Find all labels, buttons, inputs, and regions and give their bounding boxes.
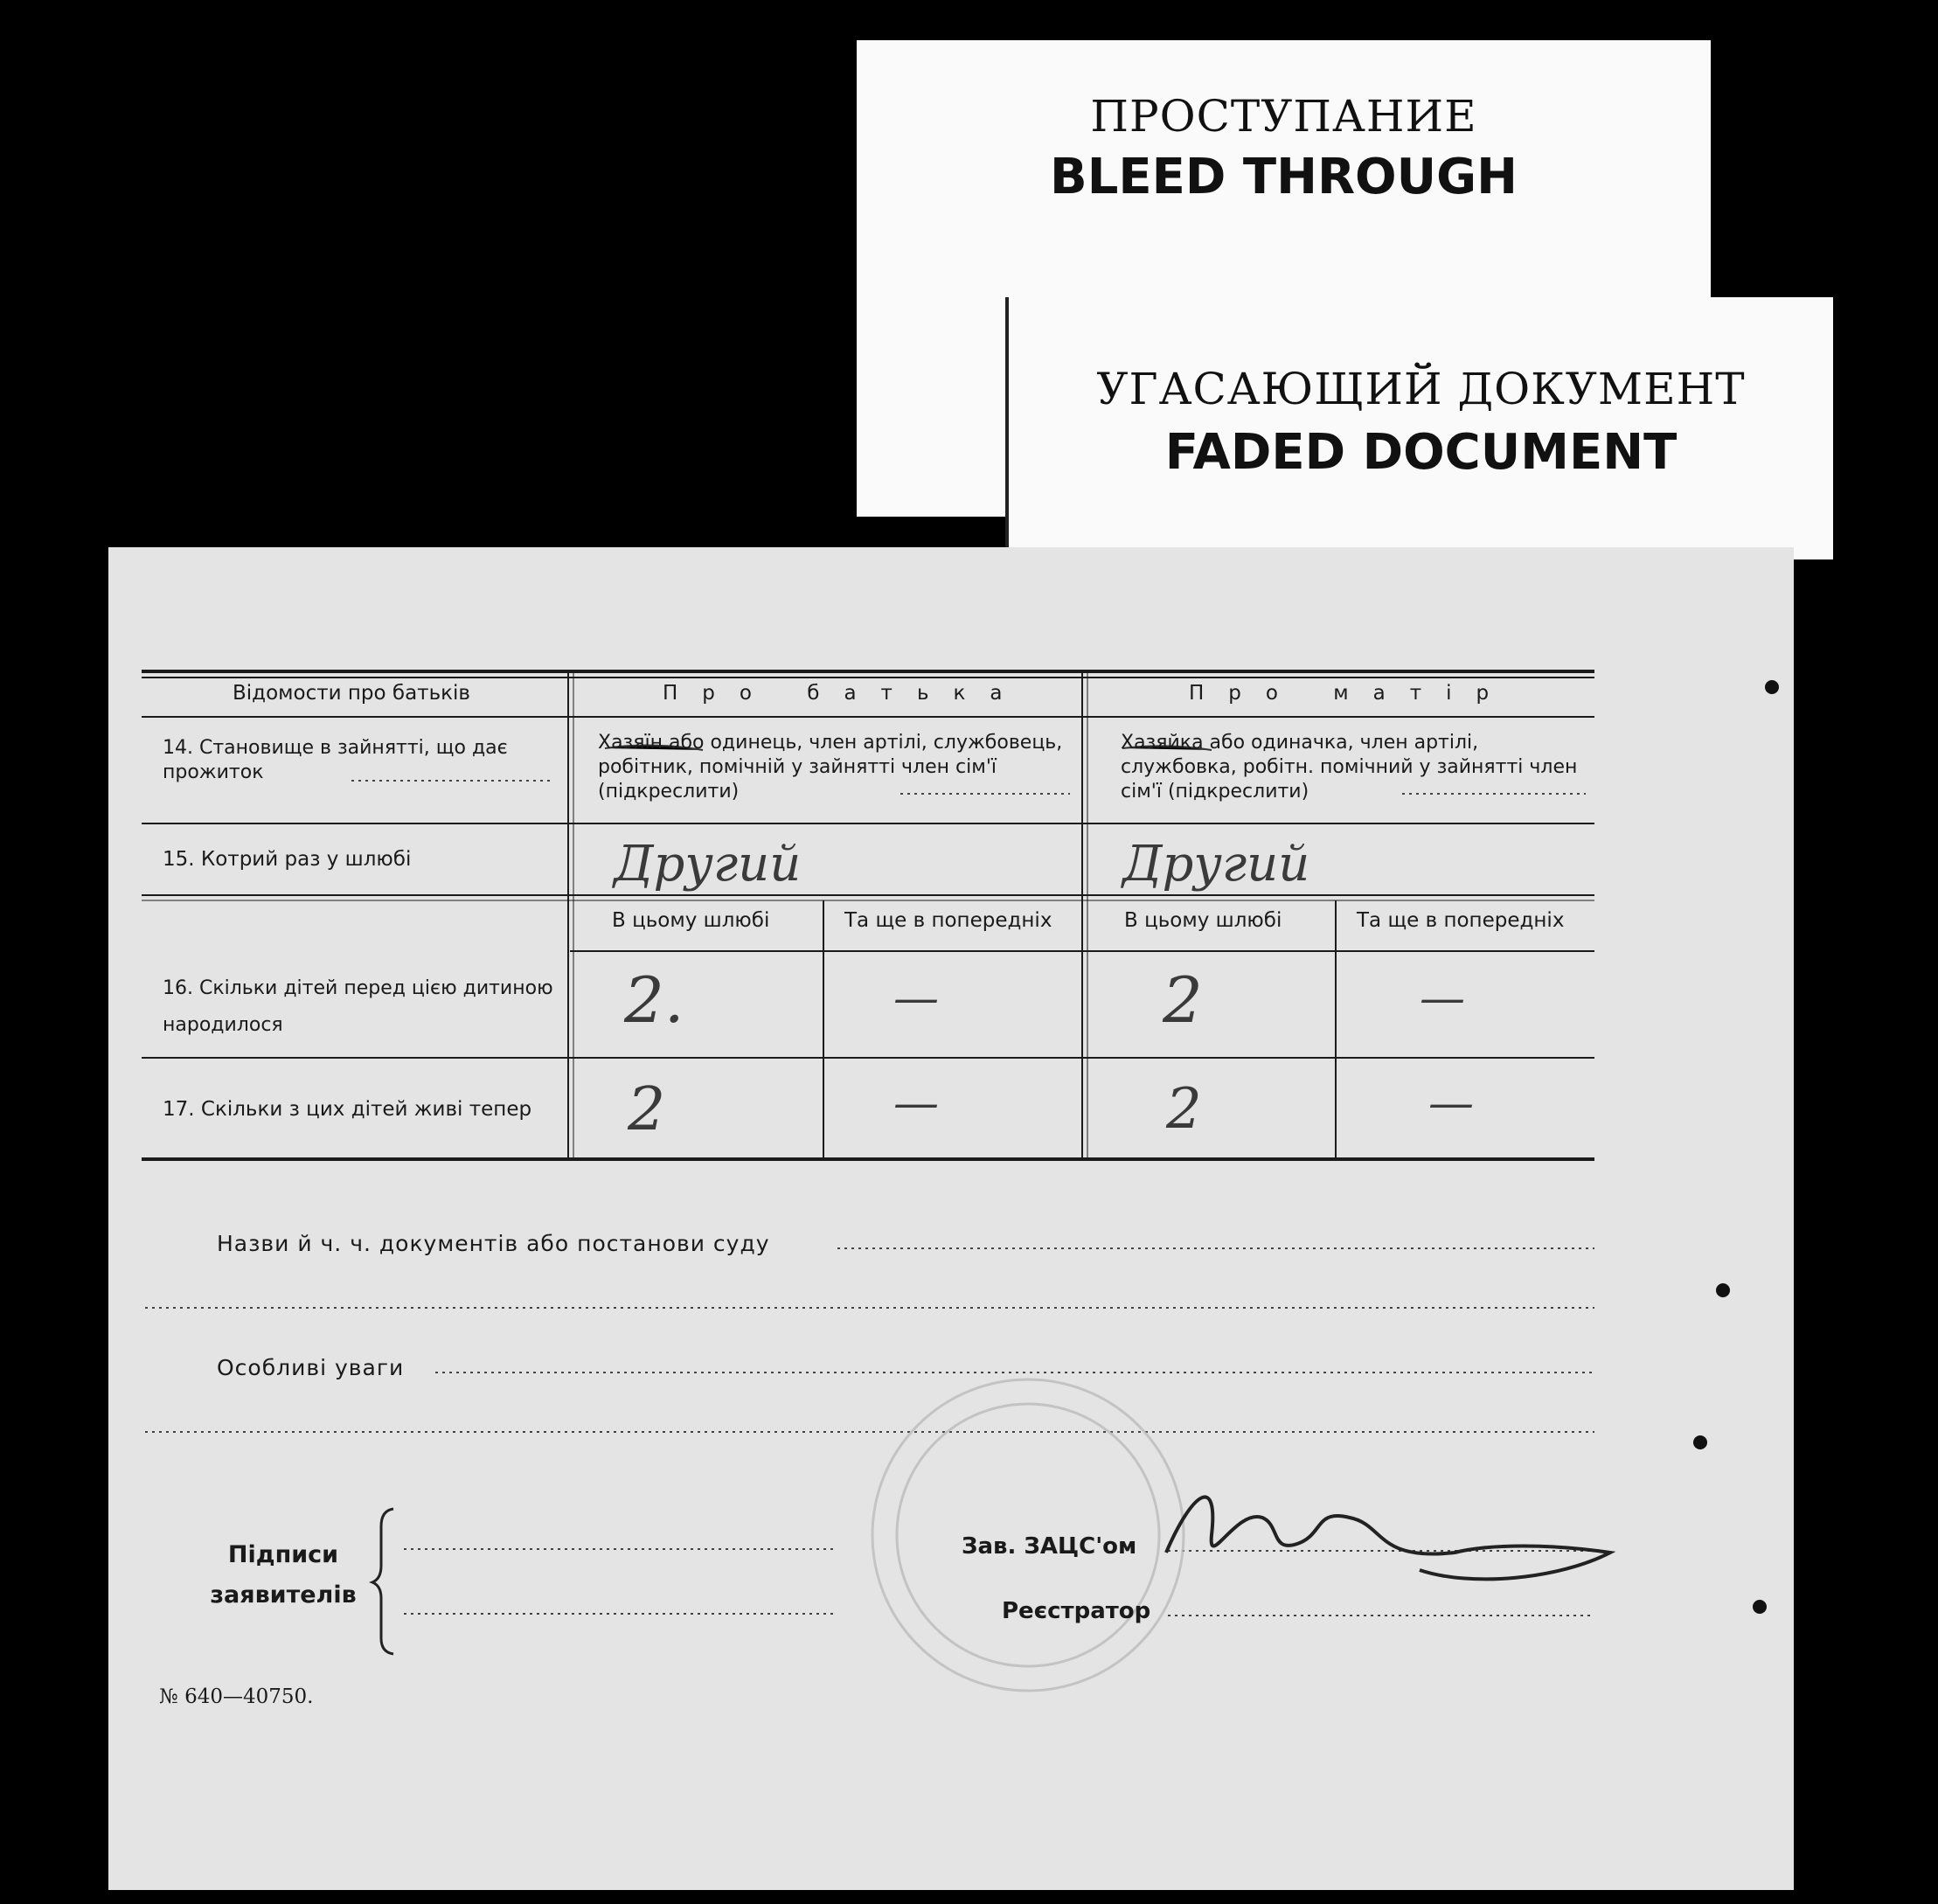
row14-label: 14. Становище в зайнятті, що дає прожиток bbox=[163, 737, 508, 783]
punch-hole bbox=[1753, 1600, 1767, 1614]
punch-hole bbox=[1765, 680, 1779, 694]
subheader-father-previous: Та ще в попередніх bbox=[844, 909, 1052, 932]
bleed-through-ru: ПРОСТУПАНИЕ bbox=[1090, 91, 1477, 142]
row16-father-this: 2. bbox=[624, 963, 684, 1037]
row14-father: Хазяїн або одинець, член артілі, службовець, робітник, помічній у зайнятті член сім'ї (підкреслити) bbox=[598, 732, 1063, 803]
document-sheet bbox=[108, 547, 1794, 1890]
row14-mother: Хазяйка або одиначка, член артілі, службовка, робітн. помічний у зайнятті член сім'ї (підкреслити) bbox=[1121, 732, 1578, 803]
row17-father-previous: — bbox=[893, 1077, 939, 1129]
subheader-mother-this: В цьому шлюбі bbox=[1124, 909, 1282, 932]
row15-label: 15. Котрий раз у шлюбі bbox=[163, 848, 412, 871]
row16-mother-this: 2 bbox=[1163, 963, 1203, 1037]
registrar-label: Реєстратор bbox=[1002, 1598, 1151, 1624]
head-label: Зав. ЗАЦС'ом bbox=[962, 1533, 1137, 1560]
punch-hole bbox=[1716, 1283, 1730, 1297]
form-number: № 640—40750. bbox=[159, 1685, 314, 1708]
row16-father-previous: — bbox=[893, 972, 939, 1025]
row16-label: 16. Скільки дітей перед цією дитиною народилося bbox=[163, 977, 553, 1036]
punch-hole bbox=[1693, 1435, 1707, 1449]
row16-mother-previous: — bbox=[1420, 972, 1465, 1025]
faded-document-en: FADED DOCUMENT bbox=[1164, 424, 1678, 481]
faded-document-card bbox=[1009, 297, 1833, 559]
header-mother: Про матір bbox=[1189, 682, 1514, 705]
subheader-father-this: В цьому шлюбі bbox=[612, 909, 770, 932]
row15-father-value: Другий bbox=[614, 836, 802, 893]
bleed-through-en: BLEED THROUGH bbox=[1050, 149, 1518, 205]
faded-document-ru: УГАСАЮЩИЙ ДОКУМЕНТ bbox=[1096, 364, 1746, 414]
signature-mark bbox=[1166, 1497, 1610, 1579]
signatures-label: Підписи заявителів bbox=[210, 1541, 357, 1609]
row15-mother-value: Другий bbox=[1122, 836, 1310, 893]
remarks-label: Особливі уваги bbox=[217, 1355, 405, 1380]
row17-mother-previous: — bbox=[1428, 1077, 1474, 1129]
row17-father-this: 2 bbox=[628, 1075, 666, 1144]
header-parents-info: Відомости про батьків bbox=[233, 682, 470, 705]
row17-mother-this: 2 bbox=[1166, 1077, 1202, 1142]
row17-label: 17. Скільки з цих дітей живі тепер bbox=[163, 1098, 532, 1121]
header-father: Про батька bbox=[663, 682, 1027, 705]
subheader-mother-previous: Та ще в попередніх bbox=[1357, 909, 1565, 932]
documents-label: Назви й ч. ч. документів або постанови суду bbox=[217, 1231, 770, 1256]
